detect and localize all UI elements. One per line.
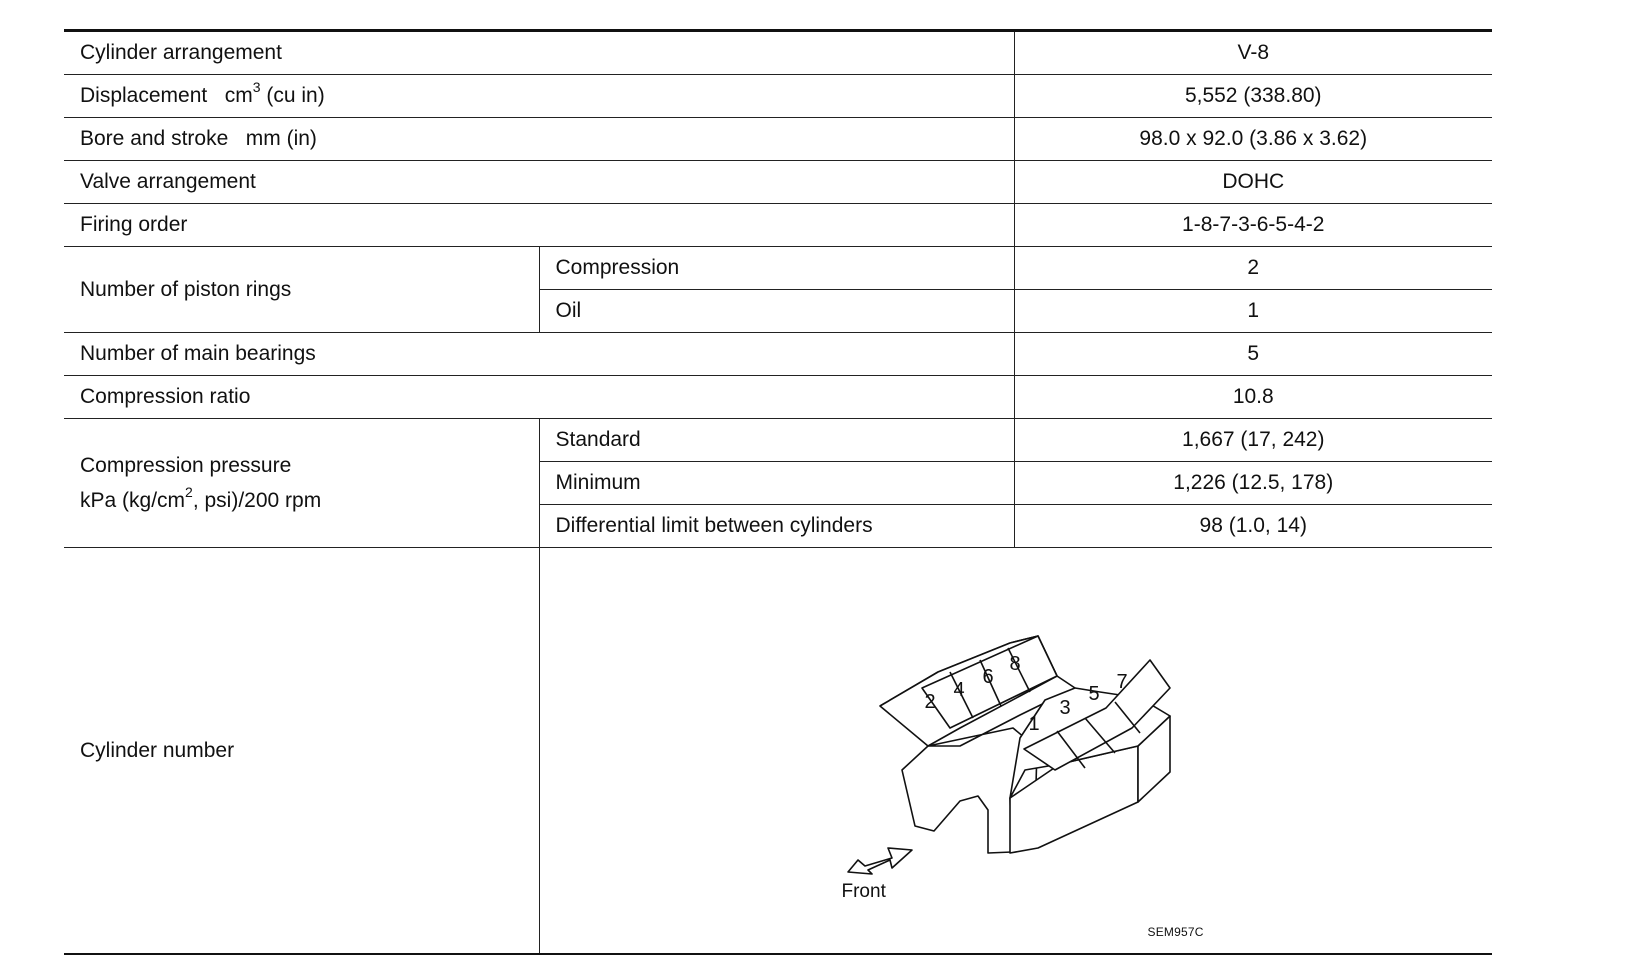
bore-stroke-value: 98.0 x 92.0 (3.86 x 3.62) [1014, 118, 1492, 161]
cylinder-arrangement-label: Cylinder arrangement [64, 31, 1014, 75]
cylinder-number-left-3: 6 [981, 666, 994, 688]
table-row [64, 31, 1492, 75]
cylinder-number-left-1: 2 [923, 691, 936, 713]
compression-standard-value: 1,667 (17, 242) [1014, 419, 1492, 462]
cylinder-arrangement-value: V-8 [1014, 31, 1492, 75]
cylinder-number-right-3: 5 [1087, 683, 1100, 705]
piston-rings-oil-value: 1 [1014, 290, 1492, 333]
table-row [64, 75, 1492, 118]
firing-order-label: Firing order [64, 204, 1014, 247]
engine-spec-table [64, 29, 1492, 955]
cylinder-number-label: Cylinder number [64, 548, 539, 955]
compression-diff-value: 98 (1.0, 14) [1014, 505, 1492, 548]
cylinder-number-left-4: 8 [1008, 653, 1021, 675]
piston-rings-compression-label: Compression [539, 247, 1014, 290]
table-row [64, 247, 1492, 290]
table-row [64, 333, 1492, 376]
main-bearings-value: 5 [1014, 333, 1492, 376]
cylinder-number-figure [539, 548, 1492, 955]
compression-pressure-label [64, 419, 539, 548]
compression-minimum-value: 1,226 (12.5, 178) [1014, 462, 1492, 505]
piston-rings-label: Number of piston rings [64, 247, 539, 333]
table-row [64, 548, 1492, 955]
compression-ratio-value: 10.8 [1014, 376, 1492, 419]
engine-block-diagram [540, 548, 1493, 953]
table-row [64, 204, 1492, 247]
piston-rings-oil-label: Oil [539, 290, 1014, 333]
valve-arrangement-label: Valve arrangement [64, 161, 1014, 204]
compression-diff-label: Differential limit between cylinders [539, 505, 1014, 548]
compression-minimum-label: Minimum [539, 462, 1014, 505]
piston-rings-compression-value: 2 [1014, 247, 1492, 290]
table-row [64, 161, 1492, 204]
compression-pressure-unit-sup: 2 [185, 484, 193, 500]
cylinder-number-left-2: 4 [952, 679, 965, 701]
engine-block-drawing [540, 548, 1493, 953]
table-row [64, 118, 1492, 161]
compression-pressure-unit-head: kPa (kg/cm [80, 489, 186, 512]
valve-arrangement-value: DOHC [1014, 161, 1492, 204]
displacement-unit-sup: 3 [252, 79, 261, 96]
firing-order-value: 1-8-7-3-6-5-4-2 [1014, 204, 1492, 247]
compression-pressure-label-line2 [80, 484, 539, 513]
bore-stroke-label: Bore and stroke mm (in) [64, 118, 1014, 161]
figure-code: SEM957C [1147, 925, 1204, 939]
compression-ratio-label: Compression ratio [64, 376, 1014, 419]
table-row [64, 376, 1492, 419]
table-row [64, 419, 1492, 462]
main-bearings-label: Number of main bearings [64, 333, 1014, 376]
cylinder-number-right-4: 7 [1115, 671, 1128, 693]
cylinder-number-right-2: 3 [1058, 697, 1071, 719]
compression-pressure-unit-tail: , psi)/200 rpm [192, 489, 322, 512]
front-arrow-icon [848, 848, 912, 874]
compression-standard-label: Standard [539, 419, 1014, 462]
front-label: Front [841, 881, 886, 902]
compression-pressure-label-line1: Compression pressure [80, 453, 292, 477]
displacement-label-tail: (cu in) [260, 84, 325, 108]
cylinder-number-right-1: 1 [1027, 713, 1040, 735]
displacement-label [64, 75, 1014, 118]
displacement-label-text: Displacement cm [80, 84, 253, 108]
displacement-value: 5,552 (338.80) [1014, 75, 1492, 118]
